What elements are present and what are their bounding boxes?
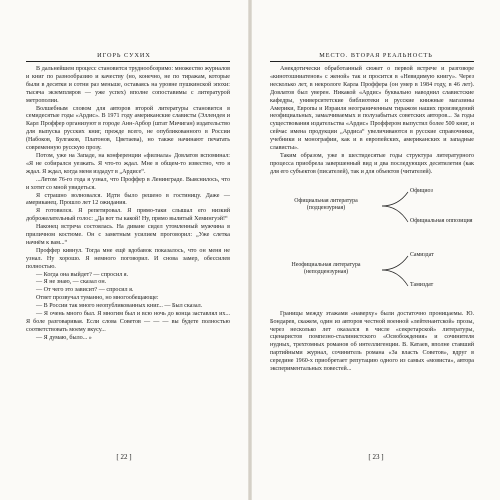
paragraph: Я готовился. Я репетировал. Я прямо-таки слышал его низкий доброжелательный голос: „Да вот ты какой! Ну, прямо вылитый Хемингуэй!“ <box>26 208 230 223</box>
node-official-literature: Официальная литература (подцензурная) <box>294 197 358 211</box>
running-head: ИГОРЬ СУХИХ <box>97 52 151 59</box>
paragraph: В дальнейшем процесс становится труднообозримо: множество журналов и книг по разнообразию и качеству (но, конечно, не по тиражам, которые были в десятки и сотни раз меньше, оставаясь на уровне пушкинской эпохи: тысяча экземпляров — уже успех) вполне сопоставимы с литературой метрополии. <box>26 66 230 104</box>
paragraph: — Я не знаю, — сказал он. <box>36 279 107 286</box>
body-text <box>26 66 230 343</box>
right-page <box>252 0 500 500</box>
page-number: [ 23 ] <box>368 453 384 461</box>
paragraph: Потом, уже на Западе, на конференции «филнала» Довлатов вспоминал: «Я не собирался уезжать. Я что-то ждал. Мне в общем-то известно, что я ждал. Я ждал, когда меня издадут в „Ардисе“. <box>26 152 230 175</box>
branch-tamizdat: Тамиздат <box>410 281 434 288</box>
body-text <box>270 66 474 374</box>
page-number: [ 22 ] <box>116 453 132 461</box>
paragraph: Волшебным словом для авторов второй литературы становится в семидесятые годы «Ардис». В 1971 году американские слависты (Эллендея и Карл Проффер организуют в городе Анн-Арбор (штат Мичиган) издательство для выпуска русских книг, прежде всего, не опубликованного в России (Набоков, Булгаков, Платонов, Цветаева), но также начинают печатать современную русскую прозу. <box>26 105 230 152</box>
header-rule <box>26 61 230 62</box>
node-unofficial-literature: Неофициальная литература (неподцензурная) <box>291 261 361 275</box>
paragraph: — Я очень много был. Я многим был и всю ночь до конца заставлял их... Я боле разговаривая. Если слова Советов — — — вы будете полностью соответствовать моему вкусу... <box>26 311 230 333</box>
paragraph: — Я думаю, было... » <box>36 334 92 341</box>
branch-official-opposition: Официальная оппозиция <box>410 217 473 224</box>
paragraph: — Когда она выйдет? — спросил я. <box>36 271 129 278</box>
paragraph: Я страшно волновался. Идти было решено в гостиницу. Даже — американец. Прошло лет 12 ожидания. <box>26 192 230 207</box>
literature-structure-diagram <box>270 180 474 308</box>
paragraph: Проффер кивнул. Тогда мне ещё вдобавок показалось, что он меня не узнал. Ну хорошо. Я немного поговорил. И снова замер, обессилев полностью. <box>26 247 230 270</box>
left-page <box>0 0 248 500</box>
paragraph: — В России так много неопубликованных книг... — Был сказал. <box>36 303 203 310</box>
paragraph: Анекдотически обработанный сюжет о первой встрече и разговоре «кинотошниатенов» с женой» так и просится в «Невидимую книгу». Через несколько лет, в некрологе Карла Проффера (он умер в 1984 году, в 46 лет). Довлатов был уверен. Никакой «Ардис» буквально наводнил славистские кафедры, университетские библиотеки и русские книжные магазины Америки, Европы и Израиля неограниченным тиражом наших произведений неофициальных, замалчиваемых и полузабытых советских авторов... За годы существования издательства «Ардис» Проффером выпустил более 500 книг, и сейчас имена продукции „Ардиса“ увеличиваются в русские справочники, учебники и монографии, как и в европейских, американских и западные слависты». <box>270 66 474 152</box>
paragraph: ...Летом 76-го года я узнал, что Проффер в Ленинграде. Выяснилось, что и хотят со мной увидеться. <box>26 176 230 191</box>
paragraph: — От чего это зависит? — спросил я. <box>36 287 134 294</box>
paragraph: Наконец встреча состоялась. На диване сидел утомленный мужчина в приличном костюме. Он с заметным усилием проговорил: „Уже слетка начнём к вам...“ <box>26 224 230 246</box>
branch-samizdat: Самиздат <box>410 251 434 258</box>
paragraph: Границы между этажами «наверху» были достаточно проницаемы. Ю. Бондарев, скажем, один из авторов честной военной «лейтенантской» прозы, через несколько лет оказался в числе «секретарской» литературы, сценаристов помпезно-сталинистского «Освобождения» и сочинителя нудных, трехтомных романов об интеллигенции. В. Катаев, вполне ставший партийными журнал, сочинитель романа «За власть Советов», вдруг в середине 1960-х приобретает репутацию одного из самых «мовиста», автора экспериментальных повестей... <box>270 310 474 373</box>
header-rule <box>270 61 474 62</box>
running-head: МЕСТО. ВТОРАЯ РЕАЛЬНОСТЬ <box>319 52 433 59</box>
branch-oficioz: Официоз <box>410 187 433 194</box>
paragraph: Ответ прозвучал туманно, но многообещающе: <box>36 295 159 302</box>
paragraph: Таким образом, уже в шестидесятые годы структура литературного процесса приобрела завершенный вид и два последующих десятилетия (как для его субъектов (писателей), так и для объектов (читателей). <box>270 152 474 175</box>
